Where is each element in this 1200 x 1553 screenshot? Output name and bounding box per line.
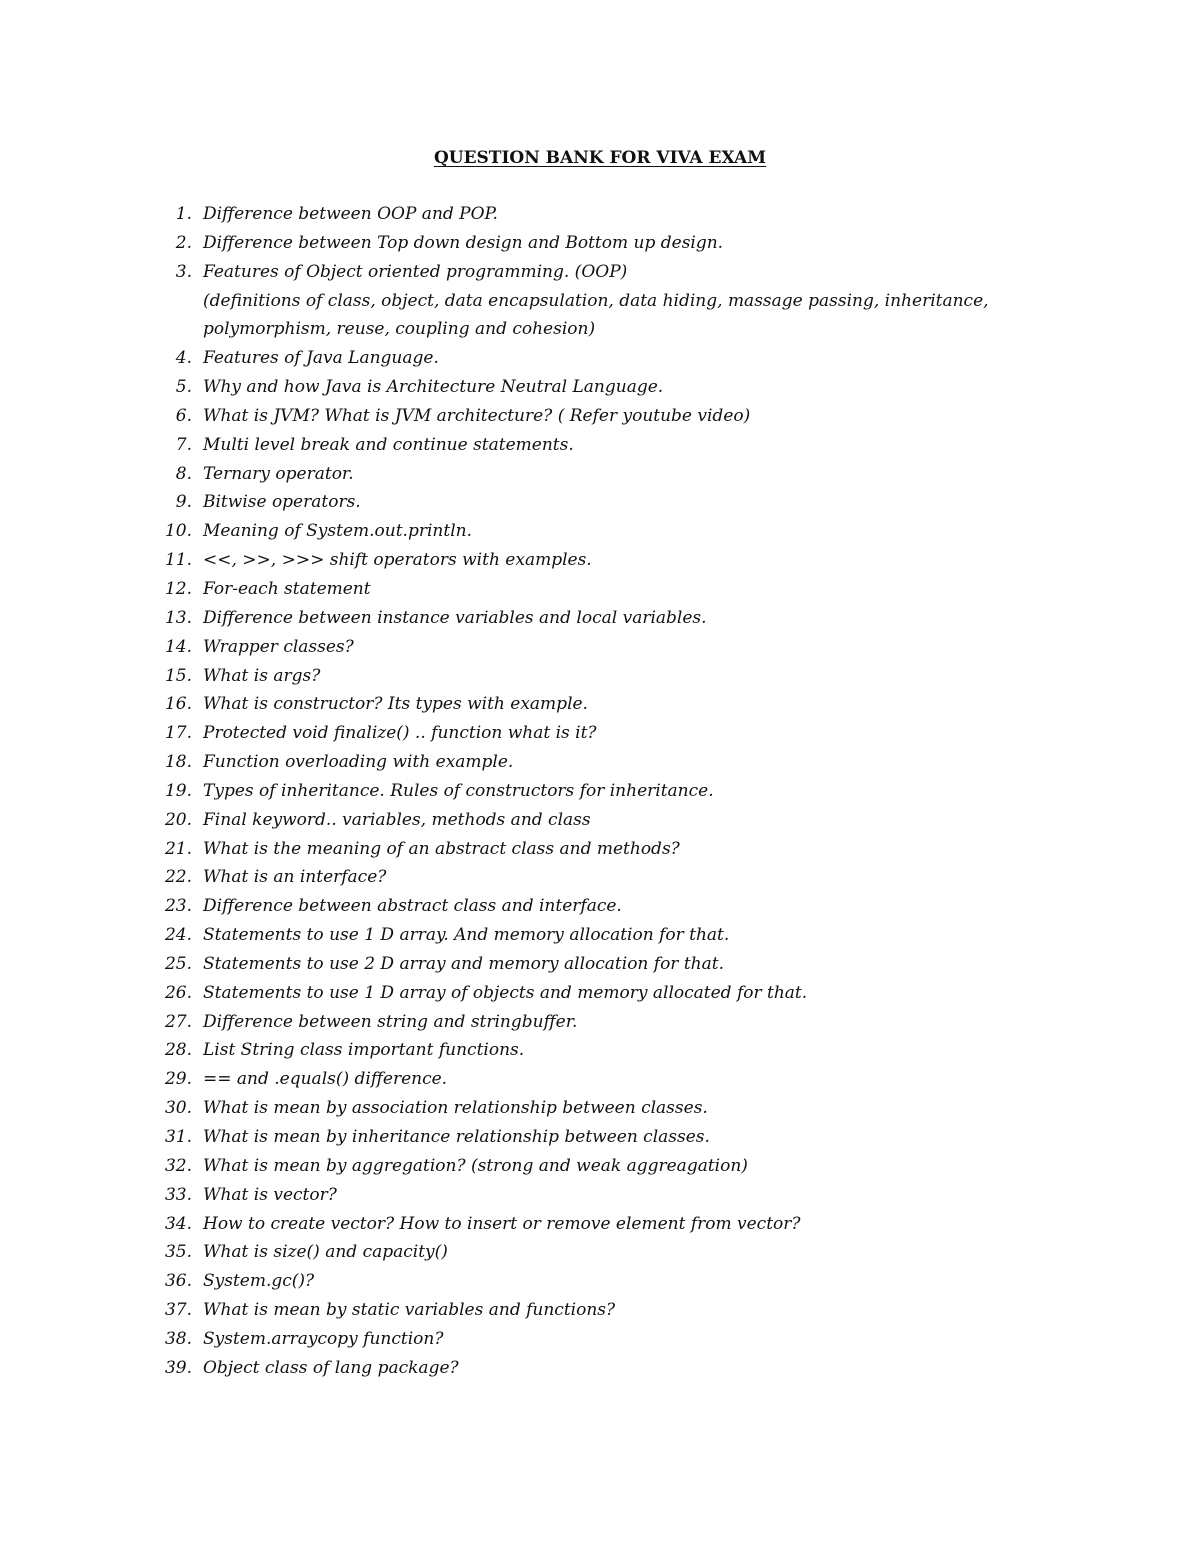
question-text: Why and how Java is Architecture Neutral Language. — [203, 377, 664, 398]
question-item — [0, 1181, 1200, 1210]
question-item — [0, 690, 1200, 719]
question-item — [0, 460, 1200, 489]
page-title-text: QUESTION BANK FOR VIVA EXAM — [433, 148, 767, 168]
question-text: Statements to use 2 D array and memory allocation for that. — [203, 953, 724, 974]
question-number: 26. — [164, 982, 192, 1003]
question-item — [0, 1325, 1200, 1354]
question-text: What is JVM? What is JVM architecture? ( Refer youtube video) — [203, 405, 751, 426]
question-item — [0, 344, 1200, 373]
question-text: Difference between OOP and POP. — [203, 204, 498, 224]
question-item — [0, 777, 1200, 806]
question-item — [0, 546, 1200, 575]
question-item — [0, 258, 1200, 345]
question-text: Protected void finalize() .. function what is it? — [203, 723, 597, 744]
question-text: Object class of lang package? — [203, 1357, 459, 1378]
question-item — [0, 633, 1200, 662]
question-item — [0, 373, 1200, 402]
question-number: 6. — [175, 405, 192, 426]
question-text: Bitwise operators. — [203, 492, 361, 513]
question-text: Features of Java Language. — [203, 348, 439, 369]
question-item — [0, 200, 1200, 229]
question-text: What is mean by aggregation? (strong and weak aggreagation) — [203, 1155, 748, 1176]
question-number: 13. — [164, 607, 192, 628]
question-text: Function overloading with example. — [203, 752, 514, 773]
question-text: System.arraycopy function? — [203, 1328, 444, 1349]
question-text: For-each statement — [203, 578, 371, 599]
question-number: 15. — [164, 665, 192, 686]
question-number: 5. — [175, 377, 192, 398]
question-item — [0, 488, 1200, 517]
question-item — [0, 1036, 1200, 1065]
question-item — [0, 748, 1200, 777]
question-text: What is the meaning of an abstract class and methods? — [203, 838, 680, 859]
question-text: What is mean by association relationship between classes. — [203, 1098, 708, 1119]
question-item — [0, 719, 1200, 748]
question-number: 22. — [164, 867, 192, 888]
question-text: Difference between Top down design and Bottom up design. — [203, 232, 724, 253]
question-number: 23. — [164, 896, 192, 917]
question-item — [0, 517, 1200, 546]
question-number: 31. — [164, 1127, 192, 1147]
question-text: Statements to use 1 D array. And memory allocation for that. — [203, 925, 730, 946]
question-item — [0, 1354, 1200, 1383]
question-number: 14. — [164, 636, 192, 657]
question-number: 17. — [164, 723, 192, 744]
question-text: What is vector? — [203, 1184, 337, 1205]
question-item — [0, 950, 1200, 979]
question-text: == and .equals() difference. — [203, 1069, 448, 1090]
question-number: 36. — [164, 1271, 192, 1292]
question-text: What is args? — [203, 665, 321, 686]
question-item — [0, 1210, 1200, 1239]
question-item — [0, 1238, 1200, 1267]
question-text: Statements to use 1 D array of objects and memory allocated for that. — [203, 982, 808, 1003]
question-number: 9. — [175, 492, 192, 513]
question-text: What is an interface? — [203, 867, 387, 888]
question-item — [0, 806, 1200, 835]
question-number: 28. — [164, 1040, 192, 1061]
page-title — [0, 144, 1200, 172]
question-text: How to create vector? How to insert or remove element from vector? — [203, 1213, 801, 1234]
question-number: 25. — [164, 953, 192, 974]
question-item — [0, 1123, 1200, 1152]
question-item — [0, 1152, 1200, 1181]
question-number: 2. — [175, 232, 192, 253]
question-number: 4. — [175, 348, 192, 369]
question-number: 3. — [175, 261, 192, 282]
question-text: Multi level break and continue statements. — [203, 434, 574, 455]
question-item — [0, 575, 1200, 604]
question-number: 27. — [164, 1011, 192, 1032]
question-number: 16. — [164, 694, 192, 715]
question-text: List String class important functions. — [203, 1040, 525, 1061]
question-number: 20. — [164, 809, 192, 830]
question-number: 7. — [175, 434, 192, 455]
question-item — [0, 431, 1200, 460]
question-item — [0, 604, 1200, 633]
question-text: What is constructor? Its types with example. — [203, 694, 588, 715]
question-item — [0, 835, 1200, 864]
question-item — [0, 1094, 1200, 1123]
question-text: <<, >>, >>> shift operators with examples. — [203, 550, 592, 571]
question-number: 34. — [164, 1213, 192, 1234]
question-text: Final keyword.. variables, methods and class — [203, 809, 591, 830]
question-number: 32. — [164, 1155, 192, 1176]
question-number: 11. — [164, 550, 192, 571]
question-number: 12. — [164, 578, 192, 599]
question-item — [0, 1267, 1200, 1296]
question-text: Features of Object oriented programming. (OOP) — [203, 261, 628, 282]
question-text: Ternary operator. — [203, 463, 354, 484]
question-item — [0, 1065, 1200, 1094]
question-text: Wrapper classes? — [203, 636, 354, 657]
question-text: Meaning of System.out.println. — [203, 521, 472, 542]
question-item — [0, 1008, 1200, 1037]
question-number: 29. — [164, 1069, 192, 1090]
question-number: 35. — [164, 1242, 192, 1263]
question-number: 38. — [164, 1328, 192, 1349]
question-number: 18. — [164, 752, 192, 773]
question-text: System.gc()? — [203, 1271, 315, 1292]
question-item — [0, 892, 1200, 921]
question-item — [0, 229, 1200, 258]
question-item — [0, 863, 1200, 892]
question-number: 37. — [164, 1300, 192, 1321]
question-number: 1. — [175, 204, 192, 224]
question-item — [0, 979, 1200, 1008]
question-item — [0, 662, 1200, 691]
question-text: What is mean by inheritance relationship between classes. — [203, 1127, 710, 1147]
question-number: 19. — [164, 780, 192, 801]
question-text: Difference between abstract class and interface. — [203, 896, 622, 917]
question-item — [0, 1296, 1200, 1325]
question-number: 33. — [164, 1184, 192, 1205]
question-number: 10. — [164, 521, 192, 542]
question-item — [0, 402, 1200, 431]
question-subtext: (definitions of class, object, data encapsulation, data hiding, massage passing, inheritance, — [203, 290, 989, 311]
question-subtext: polymorphism, reuse, coupling and cohesion) — [203, 319, 596, 340]
question-text: Types of inheritance. Rules of constructors for inheritance. — [203, 780, 714, 801]
question-text: Difference between string and stringbuffer. — [203, 1011, 578, 1032]
question-number: 21. — [164, 838, 192, 859]
question-text: What is mean by static variables and functions? — [203, 1300, 616, 1321]
question-text: Difference between instance variables and local variables. — [203, 607, 707, 628]
question-number: 24. — [164, 925, 192, 946]
question-number: 39. — [164, 1357, 192, 1378]
question-text: What is size() and capacity() — [203, 1242, 448, 1263]
question-number: 30. — [164, 1098, 192, 1119]
question-number: 8. — [175, 463, 192, 484]
question-item — [0, 921, 1200, 950]
question-list — [0, 200, 1200, 1383]
